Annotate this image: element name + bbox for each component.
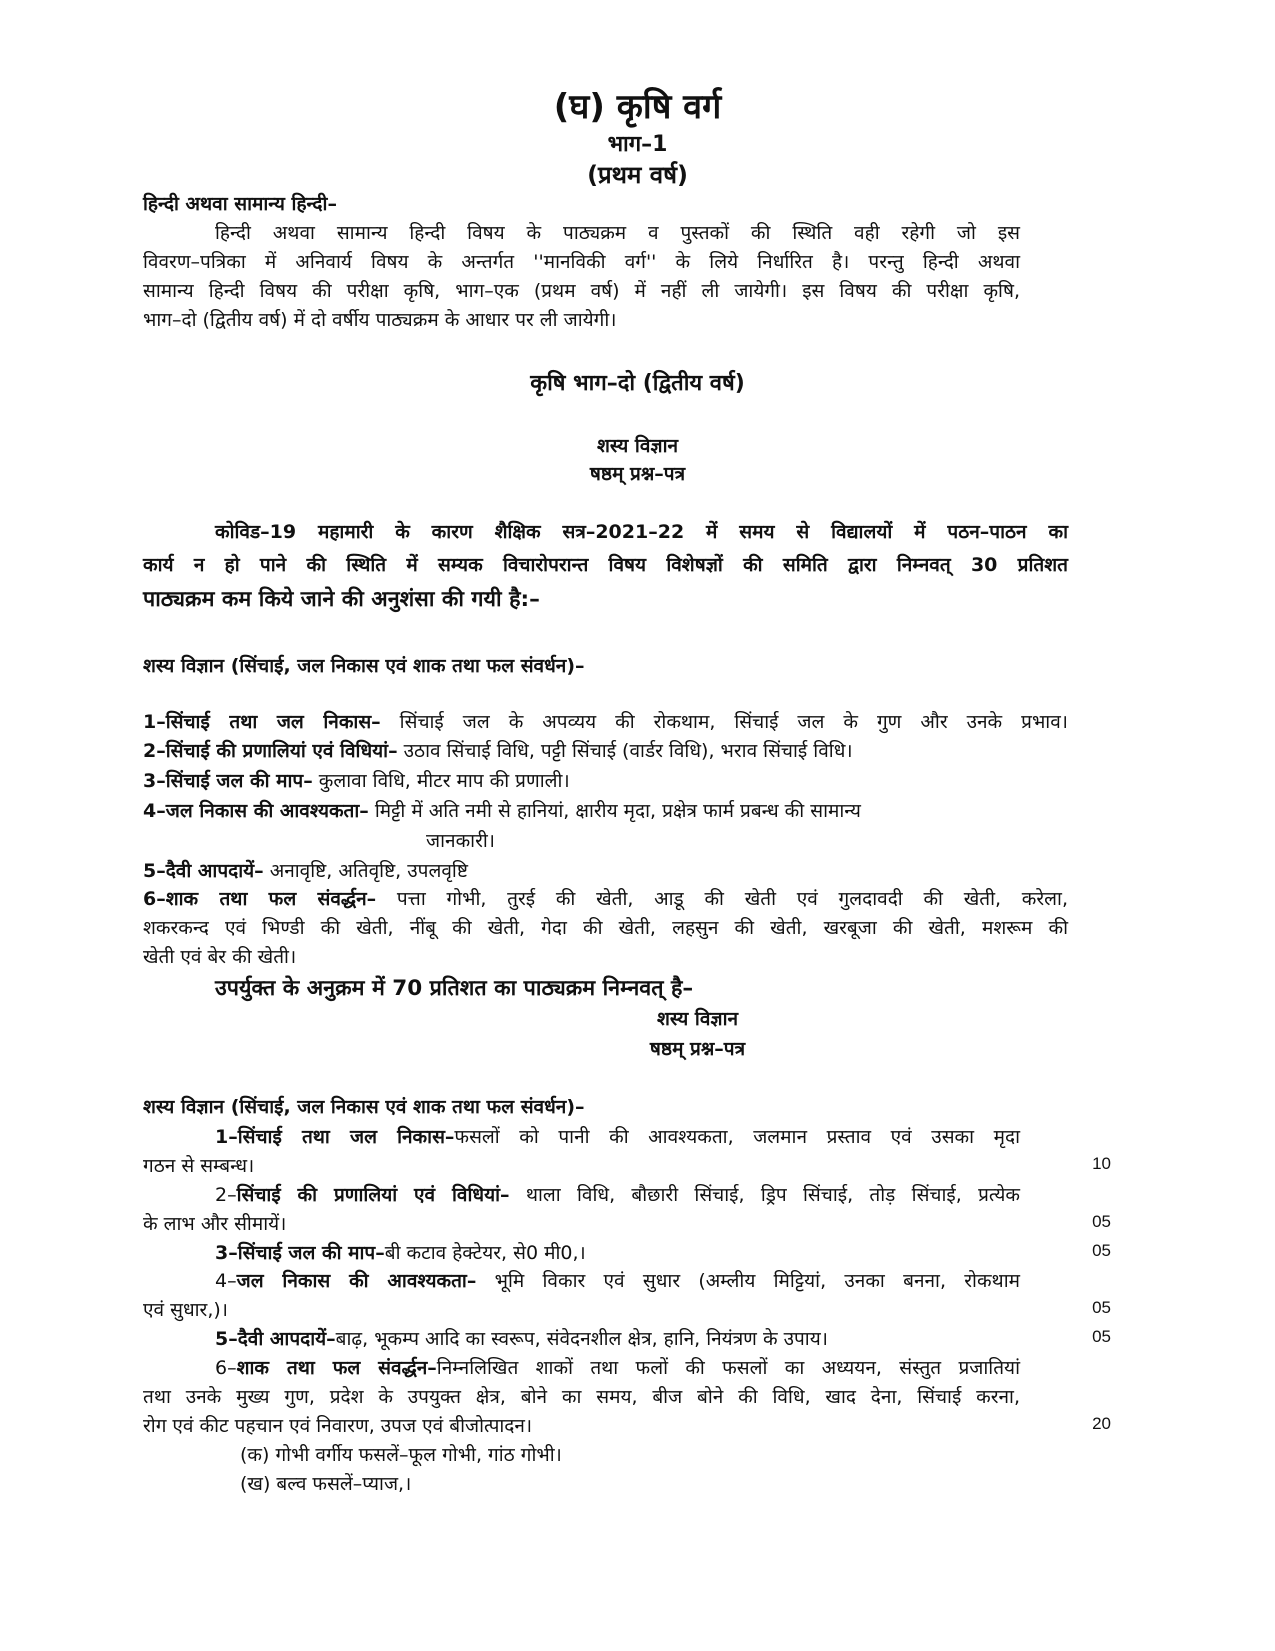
seventy-item-2 — [215, 1181, 1020, 1207]
seventy-item-6-label: शाक तथा फल संवर्द्धन– — [236, 1357, 437, 1379]
reduced-item-3 — [143, 767, 570, 793]
document-title: (घ) कृषि वर्ग — [553, 87, 722, 127]
reduced-item-1-label: 1–सिंचाई तथा जल निकास– — [143, 711, 381, 733]
hindi-heading: हिन्दी अथवा सामान्य हिन्दी– — [143, 193, 337, 215]
reduced-item-4-cont: जानकारी। — [426, 830, 495, 852]
seventy-item-4-num: 4– — [215, 1270, 237, 1292]
reduced-item-5-label: 5–दैवी आपदायें– — [143, 860, 264, 882]
part2-paper: षष्ठम् प्रश्न–पत्र — [589, 463, 686, 485]
covid-line-3: पाठ्यक्रम कम किये जाने की अनुशंसा की गयी है:– — [143, 587, 540, 612]
seventy-item-4-cont: एवं सुधार,)। — [143, 1299, 228, 1321]
reduced-item-3-label: 3–सिंचाई जल की माप– — [143, 770, 313, 792]
reduced-item-4-label: 4–जल निकास की आवश्यकता– — [143, 800, 369, 822]
seventy-item-6 — [215, 1354, 1020, 1380]
reduced-item-6-label: 6–शाक तथा फल संवर्द्धन– — [143, 888, 377, 910]
part2-heading: कृषि भाग–दो (द्वितीय वर्ष) — [530, 371, 745, 396]
part2-subject: शस्य विज्ञान — [596, 435, 679, 457]
seventy-item-1-text: फसलों को पानी की आवश्यकता, जलमान प्रस्ताव एवं उसका मृदा — [454, 1126, 1020, 1148]
seventy-subitem-b: (ख) बल्व फसलें–प्याज,। — [240, 1473, 412, 1495]
seventy-item-4-text: भूमि विकार एवं सुधार (अम्लीय मिट्टियां, उनका बनना, रोकथाम — [476, 1270, 1020, 1292]
reduced-heading: शस्य विज्ञान (सिंचाई, जल निकास एवं शाक तथा फल संवर्धन)– — [143, 655, 585, 677]
reduced-item-2 — [143, 737, 853, 763]
reduced-item-1 — [143, 708, 1068, 734]
seventy-subject: शस्य विज्ञान — [656, 1008, 739, 1030]
seventy-item-1 — [215, 1123, 1020, 1149]
part-label: भाग–1 — [607, 132, 668, 157]
seventy-item-3-label: 3–सिंचाई जल की माप– — [215, 1242, 385, 1264]
seventy-paper: षष्ठम् प्रश्न–पत्र — [649, 1038, 746, 1060]
seventy-item-2-marks: 05 — [1092, 1212, 1111, 1231]
seventy-item-3-marks: 05 — [1092, 1241, 1111, 1260]
reduced-item-6 — [143, 885, 1068, 911]
covid-line-1: कोविड–19 महामारी के कारण शैक्षिक सत्र–2021–22 में समय से विद्यालयों में पठन–पाठन का — [215, 521, 1068, 543]
seventy-intro: उपर्युक्त के अनुक्रम में 70 प्रतिशत का पाठ्यक्रम निम्नवत् है– — [215, 976, 694, 1001]
year-label: (प्रथम वर्ष) — [587, 161, 688, 189]
seventy-item-1-marks: 10 — [1092, 1154, 1111, 1173]
reduced-item-1-text: सिंचाई जल के अपव्यय की रोकथाम, सिंचाई जल के गुण और उनके प्रभाव। — [380, 711, 1068, 733]
seventy-item-1-cont: गठन से सम्बन्ध। — [143, 1155, 255, 1177]
reduced-item-3-text: कुलावा विधि, मीटर माप की प्रणाली। — [312, 770, 570, 792]
seventy-item-2-label: सिंचाई की प्रणालियां एवं विधियां– — [236, 1184, 510, 1206]
seventy-item-2-num: 2– — [215, 1184, 237, 1206]
seventy-item-6-marks: 20 — [1092, 1414, 1111, 1433]
hindi-line-3: सामान्य हिन्दी विषय की परीक्षा कृषि, भाग–एक (प्रथम वर्ष) में नहीं ली जायेगी। इस विषय की परीक्षा कृषि, — [143, 280, 1020, 302]
reduced-item-4-text: मिट्टी में अति नमी से हानियां, क्षारीय मृदा, प्रक्षेत्र फार्म प्रबन्ध की सामान्य — [368, 800, 861, 822]
seventy-item-1-label: 1–सिंचाई तथा जल निकास– — [215, 1126, 455, 1148]
seventy-item-6-cont: तथा उनके मुख्य गुण, प्रदेश के उपयुक्त क्षेत्र, बोने का समय, बीज बोने की विधि, खाद देना, सिंचाई करना, — [143, 1386, 1020, 1408]
seventy-item-3 — [215, 1239, 586, 1265]
hindi-line-4: भाग–दो (द्वितीय वर्ष) में दो वर्षीय पाठ्यक्रम के आधार पर ली जायेगी। — [143, 309, 617, 331]
seventy-item-2-text: थाला विधि, बौछारी सिंचाई, ड्रिप सिंचाई, तोड़ सिंचाई, प्रत्येक — [509, 1184, 1021, 1206]
seventy-item-5-label: 5–दैवी आपदायें– — [215, 1328, 336, 1350]
reduced-item-6-cont: शकरकन्द एवं भिण्डी की खेती, नींबू की खेती, गेदा की खेती, लहसुन की खेती, खरबूजा की खेती, मशरूम की — [143, 917, 1068, 939]
seventy-item-5-marks: 05 — [1092, 1327, 1111, 1346]
seventy-heading: शस्य विज्ञान (सिंचाई, जल निकास एवं शाक तथा फल संवर्धन)– — [143, 1096, 585, 1118]
reduced-item-6-cont2: खेती एवं बेर की खेती। — [143, 946, 297, 968]
seventy-subitem-a: (क) गोभी वर्गीय फसलें–फूल गोभी, गांठ गोभी। — [240, 1444, 562, 1466]
reduced-item-6-text: पत्ता गोभी, तुरई की खेती, आडू की खेती एवं गुलदावदी की खेती, करेला, — [376, 888, 1068, 910]
seventy-item-6-num: 6– — [215, 1357, 237, 1379]
seventy-item-2-cont: के लाभ और सीमायें। — [143, 1213, 287, 1235]
hindi-line-2: विवरण–पत्रिका में अनिवार्य विषय के अन्तर्गत ''मानविकी वर्ग'' के लिये निर्धारित है। परन्तु हिन्दी अथवा — [143, 251, 1020, 273]
seventy-item-4-marks: 05 — [1092, 1298, 1111, 1317]
seventy-item-4-label: जल निकास की आवश्यकता– — [236, 1270, 477, 1292]
seventy-item-5 — [215, 1325, 828, 1351]
reduced-item-2-label: 2–सिंचाई की प्रणालियां एवं विधियां– — [143, 740, 398, 762]
covid-line-2: कार्य न हो पाने की स्थिति में सम्यक विचारोपरान्त विषय विशेषज्ञों की समिति द्वारा निम्नवत् 30 प्रतिशत — [143, 554, 1068, 576]
reduced-item-4 — [143, 797, 861, 823]
seventy-item-6-text: निम्नलिखित शाकों तथा फलों की फसलों का अध्ययन, संस्तुत प्रजातियां — [436, 1357, 1020, 1379]
reduced-item-2-text: उठाव सिंचाई विधि, पट्टी सिंचाई (वार्डर विधि), भराव सिंचाई विधि। — [397, 740, 853, 762]
seventy-item-6-cont2: रोग एवं कीट पहचान एवं निवारण, उपज एवं बीजोत्पादन। — [143, 1415, 533, 1437]
seventy-item-3-text: बी कटाव हेक्टेयर, से0 मी0,। — [384, 1242, 586, 1264]
seventy-item-5-text: बाढ़, भूकम्प आदि का स्वरूप, संवेदनशील क्षेत्र, हानि, नियंत्रण के उपाय। — [335, 1328, 828, 1350]
seventy-item-4 — [215, 1267, 1020, 1293]
reduced-item-5-text: अनावृष्टि, अतिवृष्टि, उपलवृष्टि — [263, 860, 468, 882]
hindi-line-1: हिन्दी अथवा सामान्य हिन्दी विषय के पाठ्यक्रम व पुस्तकों की स्थिति वही रहेगी जो इस — [215, 222, 1020, 244]
reduced-item-5 — [143, 857, 468, 883]
